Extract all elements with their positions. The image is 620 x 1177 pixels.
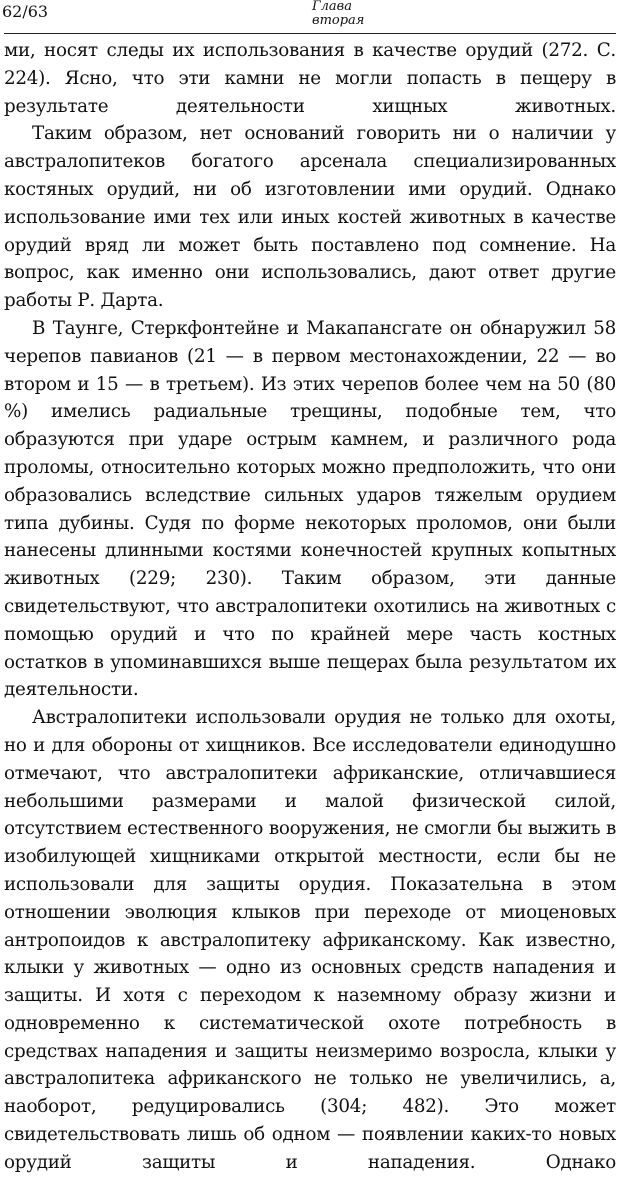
running-header <box>312 0 364 28</box>
chapter-name: вторая <box>312 13 365 28</box>
paragraph-3: В Таунге, Стеркфонтейне и Макапансгате он обнаружил 58 черепов павианов (21 — в первом местонахождении, 22 — во втором и 15 — в третьем). Из этих черепов более чем на 50 (80 %) имелись радиальные трещины, подобные тем, что образуются при ударе острым камнем, и различного рода проломы, относительно которых можно предположить, что они образовались вследствие сильных ударов тяжелым орудием типа дубины. Судя по форме некоторых проломов, они были нанесены длинными костями конечностей крупных копытных животных (229; 230). Таким образом, эти данные свидетельствуют, что австралопитеки охотились на животных с помощью орудий и что по крайней мере часть костных остатков в упоминавшихся выше пещерах была результатом их деятельности. <box>4 317 616 701</box>
paragraph-2: Таким образом, нет оснований говорить ни о наличии у австралопитеков богатого арсенала специализированных костяных орудий, ни об изготовлении ими орудий. Однако использование ими тех или иных костей животных в качестве орудий вряд ли может быть поставлено под сомнение. На вопрос, как именно они использовались, дают ответ другие работы Р. Дарта. <box>4 123 616 312</box>
header-rule <box>4 33 616 34</box>
paragraph-4: Австралопитеки использовали орудия не только для охоты, но и для обороны от хищников. Все исследователи единодушно отмечают, что австралопитеки африканские, отличавшиеся небольшими размерами и малой физической силой, отсутствием естественного вооружения, не смогли бы выжить в изобилующей хищниками открытой местности, если бы не использовали для защиты орудия. Показательна в этом отношении эволюция клыков при переходе от миоценовых антропоидов к австралопитеку африканскому. Как известно, клыки у животных — одно из основных средств нападения и защиты. И хотя с переходом к наземному образу жизни и одновременно к систематической охоте потребность в средствах нападения и защиты неизмеримо возросла, клыки у австралопитека африканского не только не увеличились, а, наоборот, редуцировались (304; 482). Это может свидетельствовать лишь об одном — появлении каких-то новых орудий защиты и нападения. Однако <box>4 707 616 1173</box>
paragraph-1: ми, носят следы их использования в качестве орудий (272. С. 224). Ясно, что эти камни не могли попасть в пещеру в результате деятельности хищных животных. <box>4 40 616 117</box>
body-text <box>4 37 616 1177</box>
chapter-label: Глава <box>312 0 352 14</box>
page-number: 62/63 <box>2 2 49 21</box>
